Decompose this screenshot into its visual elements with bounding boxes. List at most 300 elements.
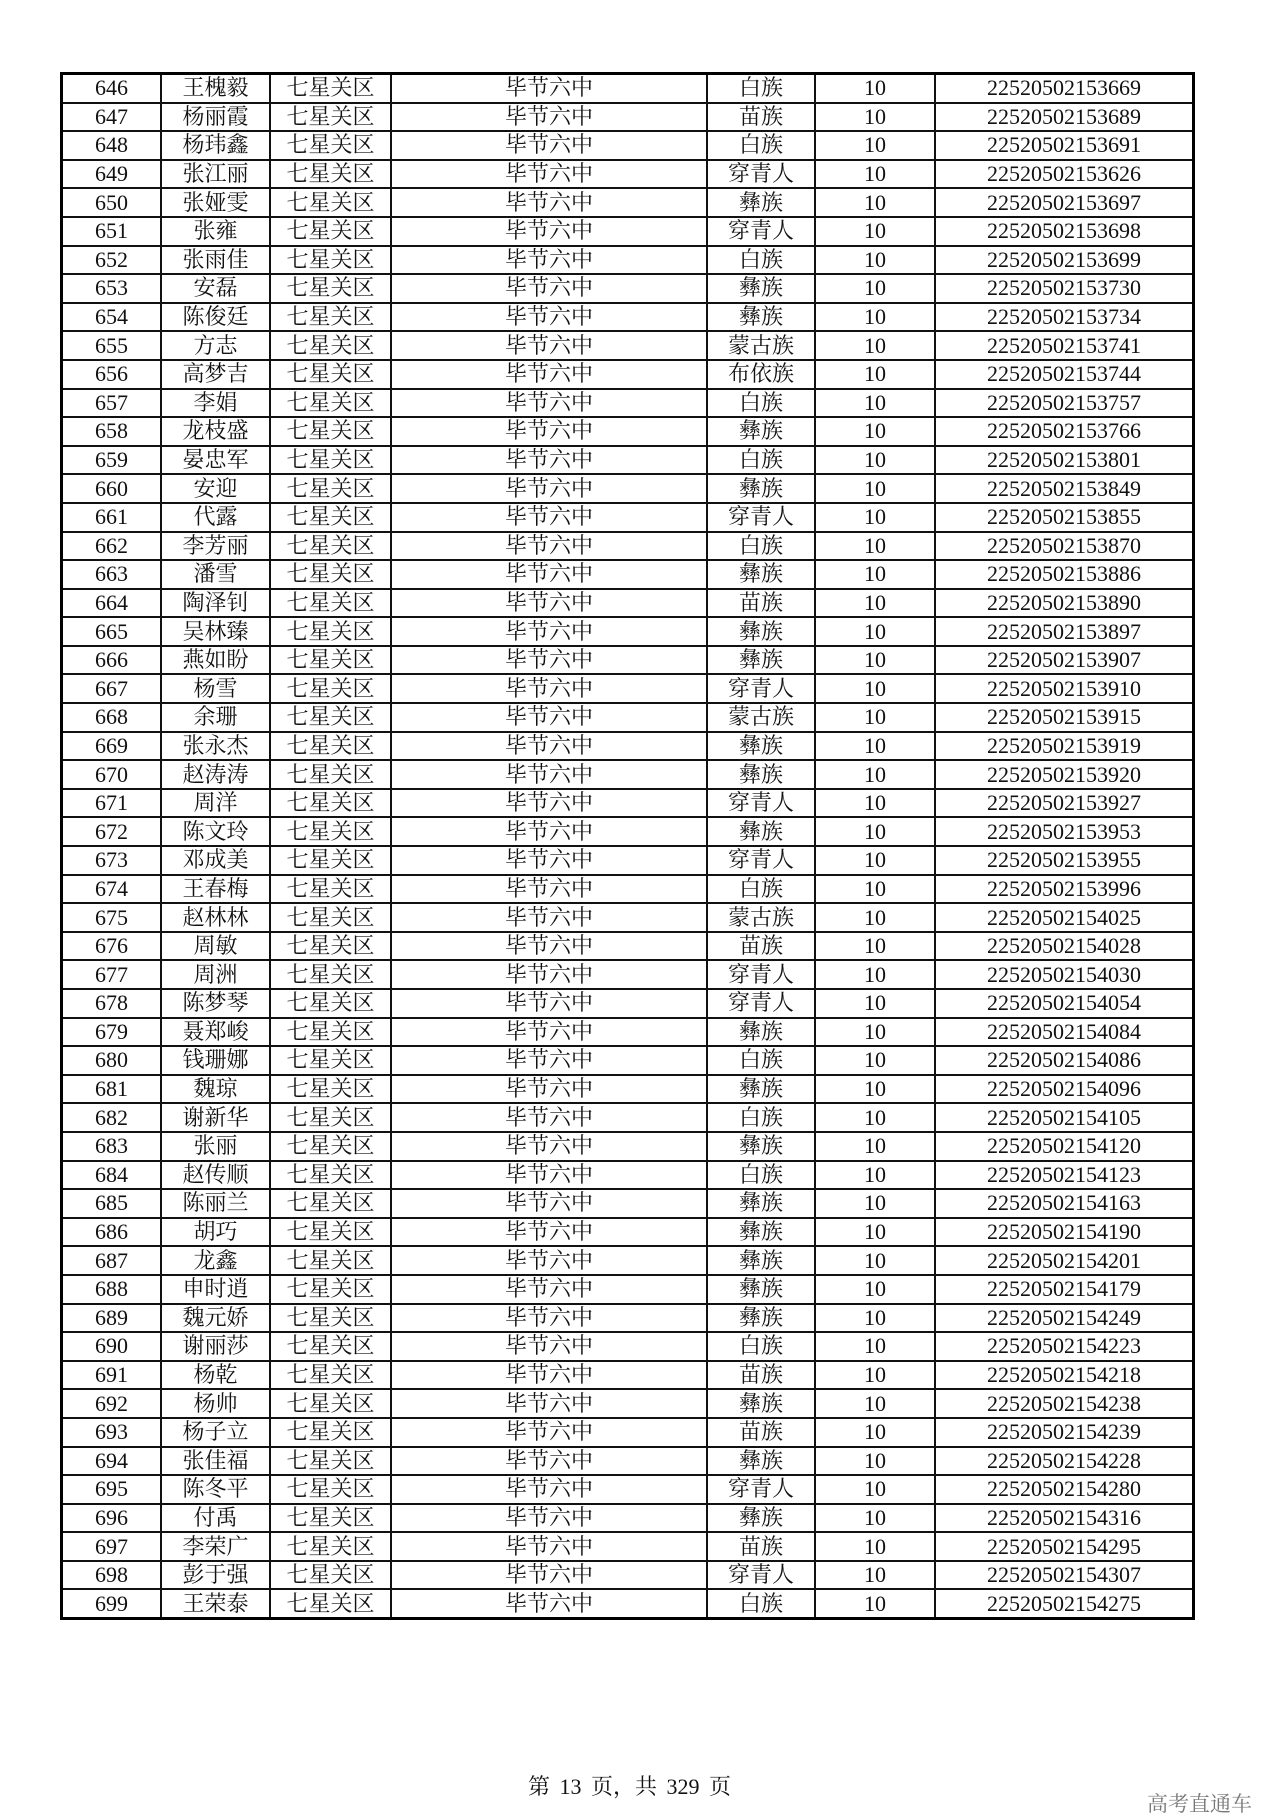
exam-id-cell: 22520502154249: [935, 1304, 1194, 1333]
table-row: [62, 1589, 1194, 1618]
score-cell: 10: [815, 532, 935, 561]
row-number-cell: 674: [62, 875, 162, 904]
exam-id-cell: 22520502154105: [935, 1103, 1194, 1132]
score-cell: 10: [815, 589, 935, 618]
table-row: [62, 274, 1194, 303]
table-row: [62, 589, 1194, 618]
row-number-cell: 683: [62, 1132, 162, 1161]
row-number-cell: 693: [62, 1418, 162, 1447]
score-cell: 10: [815, 503, 935, 532]
table-row: [62, 532, 1194, 561]
row-number-cell: 661: [62, 503, 162, 532]
score-cell: 10: [815, 160, 935, 189]
exam-id-cell: 22520502154238: [935, 1389, 1194, 1418]
exam-id-cell: 22520502154086: [935, 1046, 1194, 1075]
exam-id-cell: 22520502154228: [935, 1447, 1194, 1476]
district-cell: 七星关区: [270, 503, 391, 532]
district-cell: 七星关区: [270, 1075, 391, 1104]
ethnicity-cell: 白族: [707, 389, 815, 418]
row-number-cell: 659: [62, 446, 162, 475]
table-row: [62, 331, 1194, 360]
school-cell: 毕节六中: [391, 331, 707, 360]
row-number-cell: 665: [62, 617, 162, 646]
exam-id-cell: 22520502153919: [935, 732, 1194, 761]
student-name-cell: 周敏: [161, 932, 270, 961]
table-row: [62, 960, 1194, 989]
school-cell: 毕节六中: [391, 989, 707, 1018]
row-number-cell: 649: [62, 160, 162, 189]
school-cell: 毕节六中: [391, 103, 707, 132]
district-cell: 七星关区: [270, 1532, 391, 1561]
row-number-cell: 647: [62, 103, 162, 132]
district-cell: 七星关区: [270, 1504, 391, 1533]
exam-id-cell: 22520502154201: [935, 1246, 1194, 1275]
score-cell: 10: [815, 1504, 935, 1533]
ethnicity-cell: 穿青人: [707, 160, 815, 189]
district-cell: 七星关区: [270, 303, 391, 332]
score-cell: 10: [815, 331, 935, 360]
ethnicity-cell: 彝族: [707, 732, 815, 761]
table-row: [62, 1103, 1194, 1132]
row-number-cell: 681: [62, 1075, 162, 1104]
ethnicity-cell: 穿青人: [707, 1475, 815, 1504]
exam-id-cell: 22520502153757: [935, 389, 1194, 418]
student-name-cell: 陈文玲: [161, 817, 270, 846]
district-cell: 七星关区: [270, 1304, 391, 1333]
school-cell: 毕节六中: [391, 532, 707, 561]
table-row: [62, 903, 1194, 932]
score-cell: 10: [815, 646, 935, 675]
student-name-cell: 陶泽钊: [161, 589, 270, 618]
table-row: [62, 1046, 1194, 1075]
score-cell: 10: [815, 417, 935, 446]
table-row: [62, 74, 1194, 103]
table-row: [62, 732, 1194, 761]
district-cell: 七星关区: [270, 1447, 391, 1476]
ethnicity-cell: 彝族: [707, 188, 815, 217]
district-cell: 七星关区: [270, 1132, 391, 1161]
school-cell: 毕节六中: [391, 274, 707, 303]
student-name-cell: 李娟: [161, 389, 270, 418]
score-cell: 10: [815, 474, 935, 503]
ethnicity-cell: 蒙古族: [707, 903, 815, 932]
score-cell: 10: [815, 1389, 935, 1418]
row-number-cell: 670: [62, 760, 162, 789]
student-name-cell: 张雨佳: [161, 246, 270, 275]
table-row: [62, 1561, 1194, 1590]
exam-id-cell: 22520502153801: [935, 446, 1194, 475]
score-cell: 10: [815, 989, 935, 1018]
exam-id-cell: 22520502153955: [935, 846, 1194, 875]
table-row: [62, 1389, 1194, 1418]
student-name-cell: 胡巧: [161, 1218, 270, 1247]
district-cell: 七星关区: [270, 1189, 391, 1218]
school-cell: 毕节六中: [391, 1189, 707, 1218]
ethnicity-cell: 穿青人: [707, 217, 815, 246]
district-cell: 七星关区: [270, 846, 391, 875]
exam-id-cell: 22520502153855: [935, 503, 1194, 532]
ethnicity-cell: 彝族: [707, 1275, 815, 1304]
score-cell: 10: [815, 1589, 935, 1618]
ethnicity-cell: 布依族: [707, 360, 815, 389]
district-cell: 七星关区: [270, 1103, 391, 1132]
ethnicity-cell: 彝族: [707, 560, 815, 589]
student-name-cell: 张丽: [161, 1132, 270, 1161]
exam-id-cell: 22520502153669: [935, 74, 1194, 103]
exam-id-cell: 22520502153910: [935, 674, 1194, 703]
ethnicity-cell: 彝族: [707, 1447, 815, 1476]
row-number-cell: 668: [62, 703, 162, 732]
district-cell: 七星关区: [270, 103, 391, 132]
student-name-cell: 李荣广: [161, 1532, 270, 1561]
score-cell: 10: [815, 1046, 935, 1075]
ethnicity-cell: 穿青人: [707, 846, 815, 875]
row-number-cell: 663: [62, 560, 162, 589]
score-cell: 10: [815, 74, 935, 103]
table-row: [62, 1189, 1194, 1218]
row-number-cell: 699: [62, 1589, 162, 1618]
exam-id-cell: 22520502154120: [935, 1132, 1194, 1161]
score-cell: 10: [815, 360, 935, 389]
table-row: [62, 1475, 1194, 1504]
row-number-cell: 672: [62, 817, 162, 846]
student-name-cell: 杨子立: [161, 1418, 270, 1447]
exam-id-cell: 22520502153886: [935, 560, 1194, 589]
score-cell: 10: [815, 703, 935, 732]
score-cell: 10: [815, 1532, 935, 1561]
student-name-cell: 周洲: [161, 960, 270, 989]
district-cell: 七星关区: [270, 532, 391, 561]
exam-id-cell: 22520502153626: [935, 160, 1194, 189]
table-row: [62, 1161, 1194, 1190]
table-row: [62, 1275, 1194, 1304]
score-cell: 10: [815, 1132, 935, 1161]
score-cell: 10: [815, 131, 935, 160]
school-cell: 毕节六中: [391, 1275, 707, 1304]
exam-id-cell: 22520502153915: [935, 703, 1194, 732]
school-cell: 毕节六中: [391, 1246, 707, 1275]
table-row: [62, 1418, 1194, 1447]
ethnicity-cell: 彝族: [707, 417, 815, 446]
district-cell: 七星关区: [270, 817, 391, 846]
score-cell: 10: [815, 1475, 935, 1504]
row-number-cell: 682: [62, 1103, 162, 1132]
exam-id-cell: 22520502153996: [935, 875, 1194, 904]
ethnicity-cell: 苗族: [707, 1418, 815, 1447]
school-cell: 毕节六中: [391, 417, 707, 446]
score-cell: 10: [815, 875, 935, 904]
student-name-cell: 潘雪: [161, 560, 270, 589]
table-row: [62, 932, 1194, 961]
table-row: [62, 303, 1194, 332]
student-name-cell: 陈梦琴: [161, 989, 270, 1018]
exam-id-cell: 22520502154239: [935, 1418, 1194, 1447]
school-cell: 毕节六中: [391, 1018, 707, 1047]
district-cell: 七星关区: [270, 760, 391, 789]
row-number-cell: 666: [62, 646, 162, 675]
score-cell: 10: [815, 274, 935, 303]
score-cell: 10: [815, 103, 935, 132]
table-row: [62, 417, 1194, 446]
ethnicity-cell: 彝族: [707, 646, 815, 675]
row-number-cell: 655: [62, 331, 162, 360]
score-cell: 10: [815, 1332, 935, 1361]
ethnicity-cell: 彝族: [707, 303, 815, 332]
school-cell: 毕节六中: [391, 160, 707, 189]
ethnicity-cell: 穿青人: [707, 989, 815, 1018]
school-cell: 毕节六中: [391, 760, 707, 789]
school-cell: 毕节六中: [391, 1589, 707, 1618]
table-row: [62, 789, 1194, 818]
ethnicity-cell: 彝族: [707, 1018, 815, 1047]
student-name-cell: 陈俊廷: [161, 303, 270, 332]
exam-id-cell: 22520502154030: [935, 960, 1194, 989]
row-number-cell: 648: [62, 131, 162, 160]
score-cell: 10: [815, 674, 935, 703]
ethnicity-cell: 白族: [707, 1161, 815, 1190]
score-cell: 10: [815, 1161, 935, 1190]
student-name-cell: 安磊: [161, 274, 270, 303]
student-name-cell: 龙枝盛: [161, 417, 270, 446]
school-cell: 毕节六中: [391, 789, 707, 818]
school-cell: 毕节六中: [391, 817, 707, 846]
row-number-cell: 675: [62, 903, 162, 932]
exam-id-cell: 22520502153697: [935, 188, 1194, 217]
student-name-cell: 付禹: [161, 1504, 270, 1533]
student-name-cell: 余珊: [161, 703, 270, 732]
school-cell: 毕节六中: [391, 960, 707, 989]
table-body: [62, 74, 1194, 1619]
exam-id-cell: 22520502153699: [935, 246, 1194, 275]
ethnicity-cell: 彝族: [707, 617, 815, 646]
exam-id-cell: 22520502153691: [935, 131, 1194, 160]
school-cell: 毕节六中: [391, 1161, 707, 1190]
school-cell: 毕节六中: [391, 560, 707, 589]
score-cell: 10: [815, 932, 935, 961]
ethnicity-cell: 白族: [707, 1589, 815, 1618]
ethnicity-cell: 苗族: [707, 103, 815, 132]
score-cell: 10: [815, 732, 935, 761]
student-name-cell: 李芳丽: [161, 532, 270, 561]
row-number-cell: 651: [62, 217, 162, 246]
table-row: [62, 760, 1194, 789]
row-number-cell: 646: [62, 74, 162, 103]
student-name-cell: 高梦吉: [161, 360, 270, 389]
school-cell: 毕节六中: [391, 389, 707, 418]
school-cell: 毕节六中: [391, 246, 707, 275]
table-row: [62, 646, 1194, 675]
ethnicity-cell: 白族: [707, 74, 815, 103]
exam-id-cell: 22520502153730: [935, 274, 1194, 303]
student-name-cell: 杨玮鑫: [161, 131, 270, 160]
exam-id-cell: 22520502153890: [935, 589, 1194, 618]
score-cell: 10: [815, 1103, 935, 1132]
ethnicity-cell: 穿青人: [707, 960, 815, 989]
student-name-cell: 周洋: [161, 789, 270, 818]
row-number-cell: 689: [62, 1304, 162, 1333]
student-name-cell: 张永杰: [161, 732, 270, 761]
table-row: [62, 1075, 1194, 1104]
student-list-table: [60, 72, 1195, 1620]
score-cell: 10: [815, 1189, 935, 1218]
district-cell: 七星关区: [270, 417, 391, 446]
student-name-cell: 赵涛涛: [161, 760, 270, 789]
row-number-cell: 697: [62, 1532, 162, 1561]
district-cell: 七星关区: [270, 903, 391, 932]
row-number-cell: 657: [62, 389, 162, 418]
row-number-cell: 687: [62, 1246, 162, 1275]
exam-id-cell: 22520502154123: [935, 1161, 1194, 1190]
school-cell: 毕节六中: [391, 188, 707, 217]
score-cell: 10: [815, 1561, 935, 1590]
table-row: [62, 1218, 1194, 1247]
row-number-cell: 656: [62, 360, 162, 389]
school-cell: 毕节六中: [391, 1475, 707, 1504]
school-cell: 毕节六中: [391, 674, 707, 703]
student-name-cell: 申时逍: [161, 1275, 270, 1304]
exam-id-cell: 22520502153927: [935, 789, 1194, 818]
school-cell: 毕节六中: [391, 1447, 707, 1476]
school-cell: 毕节六中: [391, 1389, 707, 1418]
row-number-cell: 671: [62, 789, 162, 818]
exam-id-cell: 22520502154028: [935, 932, 1194, 961]
exam-id-cell: 22520502154190: [935, 1218, 1194, 1247]
district-cell: 七星关区: [270, 331, 391, 360]
exam-id-cell: 22520502153849: [935, 474, 1194, 503]
ethnicity-cell: 蒙古族: [707, 703, 815, 732]
table-row: [62, 389, 1194, 418]
ethnicity-cell: 苗族: [707, 1361, 815, 1390]
exam-id-cell: 22520502153741: [935, 331, 1194, 360]
exam-id-cell: 22520502154096: [935, 1075, 1194, 1104]
student-name-cell: 龙鑫: [161, 1246, 270, 1275]
school-cell: 毕节六中: [391, 1332, 707, 1361]
student-name-cell: 燕如盼: [161, 646, 270, 675]
district-cell: 七星关区: [270, 1161, 391, 1190]
row-number-cell: 680: [62, 1046, 162, 1075]
district-cell: 七星关区: [270, 932, 391, 961]
ethnicity-cell: 苗族: [707, 589, 815, 618]
student-name-cell: 张佳福: [161, 1447, 270, 1476]
table-row: [62, 617, 1194, 646]
student-name-cell: 陈丽兰: [161, 1189, 270, 1218]
exam-id-cell: 22520502154084: [935, 1018, 1194, 1047]
row-number-cell: 667: [62, 674, 162, 703]
exam-id-cell: 22520502153870: [935, 532, 1194, 561]
table-row: [62, 503, 1194, 532]
row-number-cell: 660: [62, 474, 162, 503]
student-name-cell: 赵林林: [161, 903, 270, 932]
exam-id-cell: 22520502154163: [935, 1189, 1194, 1218]
school-cell: 毕节六中: [391, 1532, 707, 1561]
student-name-cell: 代露: [161, 503, 270, 532]
row-number-cell: 690: [62, 1332, 162, 1361]
table-row: [62, 875, 1194, 904]
student-name-cell: 王荣泰: [161, 1589, 270, 1618]
table-row: [62, 474, 1194, 503]
ethnicity-cell: 苗族: [707, 932, 815, 961]
exam-id-cell: 22520502154316: [935, 1504, 1194, 1533]
school-cell: 毕节六中: [391, 1132, 707, 1161]
exam-id-cell: 22520502154280: [935, 1475, 1194, 1504]
ethnicity-cell: 彝族: [707, 817, 815, 846]
score-cell: 10: [815, 217, 935, 246]
row-number-cell: 676: [62, 932, 162, 961]
school-cell: 毕节六中: [391, 903, 707, 932]
ethnicity-cell: 彝族: [707, 474, 815, 503]
row-number-cell: 685: [62, 1189, 162, 1218]
ethnicity-cell: 白族: [707, 246, 815, 275]
exam-id-cell: 22520502153953: [935, 817, 1194, 846]
district-cell: 七星关区: [270, 646, 391, 675]
district-cell: 七星关区: [270, 217, 391, 246]
ethnicity-cell: 白族: [707, 1103, 815, 1132]
student-name-cell: 彭于强: [161, 1561, 270, 1590]
row-number-cell: 664: [62, 589, 162, 618]
school-cell: 毕节六中: [391, 589, 707, 618]
student-name-cell: 魏元娇: [161, 1304, 270, 1333]
score-cell: 10: [815, 760, 935, 789]
exam-id-cell: 22520502154275: [935, 1589, 1194, 1618]
ethnicity-cell: 穿青人: [707, 1561, 815, 1590]
row-number-cell: 691: [62, 1361, 162, 1390]
exam-id-cell: 22520502154295: [935, 1532, 1194, 1561]
ethnicity-cell: 彝族: [707, 1504, 815, 1533]
ethnicity-cell: 白族: [707, 446, 815, 475]
school-cell: 毕节六中: [391, 1361, 707, 1390]
exam-id-cell: 22520502153907: [935, 646, 1194, 675]
row-number-cell: 686: [62, 1218, 162, 1247]
ethnicity-cell: 穿青人: [707, 789, 815, 818]
ethnicity-cell: 白族: [707, 532, 815, 561]
school-cell: 毕节六中: [391, 1075, 707, 1104]
row-number-cell: 695: [62, 1475, 162, 1504]
district-cell: 七星关区: [270, 1018, 391, 1047]
student-name-cell: 赵传顺: [161, 1161, 270, 1190]
student-name-cell: 邓成美: [161, 846, 270, 875]
student-name-cell: 聂郑峻: [161, 1018, 270, 1047]
row-number-cell: 652: [62, 246, 162, 275]
district-cell: 七星关区: [270, 703, 391, 732]
school-cell: 毕节六中: [391, 1504, 707, 1533]
ethnicity-cell: 彝族: [707, 1304, 815, 1333]
school-cell: 毕节六中: [391, 1418, 707, 1447]
table-row: [62, 1018, 1194, 1047]
district-cell: 七星关区: [270, 674, 391, 703]
district-cell: 七星关区: [270, 1046, 391, 1075]
district-cell: 七星关区: [270, 989, 391, 1018]
district-cell: 七星关区: [270, 1332, 391, 1361]
score-cell: 10: [815, 617, 935, 646]
exam-id-cell: 22520502153734: [935, 303, 1194, 332]
school-cell: 毕节六中: [391, 131, 707, 160]
district-cell: 七星关区: [270, 274, 391, 303]
student-name-cell: 吴林臻: [161, 617, 270, 646]
table-row: [62, 1361, 1194, 1390]
school-cell: 毕节六中: [391, 446, 707, 475]
score-cell: 10: [815, 1246, 935, 1275]
score-cell: 10: [815, 389, 935, 418]
ethnicity-cell: 白族: [707, 131, 815, 160]
school-cell: 毕节六中: [391, 503, 707, 532]
school-cell: 毕节六中: [391, 703, 707, 732]
row-number-cell: 692: [62, 1389, 162, 1418]
exam-id-cell: 22520502154179: [935, 1275, 1194, 1304]
district-cell: 七星关区: [270, 1418, 391, 1447]
district-cell: 七星关区: [270, 589, 391, 618]
ethnicity-cell: 穿青人: [707, 674, 815, 703]
student-name-cell: 陈冬平: [161, 1475, 270, 1504]
